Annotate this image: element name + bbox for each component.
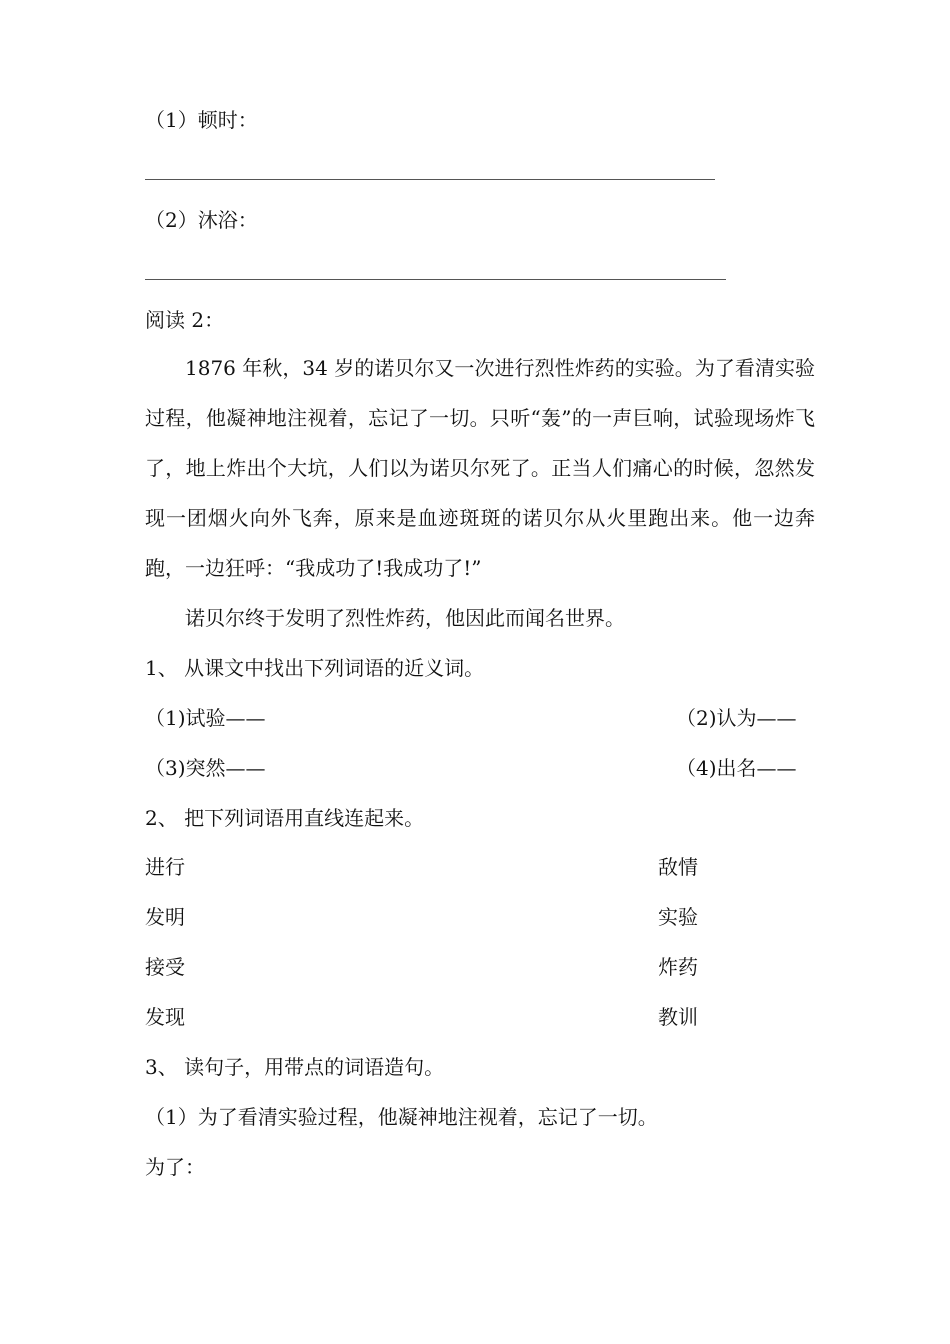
answer-line-2[interactable] xyxy=(145,279,726,280)
synonym-item-3: （3)突然—— xyxy=(145,756,266,780)
match-right-2[interactable]: 实验 xyxy=(658,905,698,929)
answer-line-1[interactable] xyxy=(145,179,715,180)
match-left-4[interactable]: 发现 xyxy=(145,1005,185,1029)
question-3-sentence: （1）为了看清实验过程，他凝神地注视着，忘记了一切。 xyxy=(145,1105,658,1129)
question-2-title: 2、 把下列词语用直线连起来。 xyxy=(145,806,425,830)
q2-label: （2）沐浴： xyxy=(145,208,258,232)
question-3-answer-label: 为了： xyxy=(145,1155,205,1179)
synonym-item-4: （4)出名—— xyxy=(676,756,797,780)
match-right-1[interactable]: 敌情 xyxy=(658,855,698,879)
q1-label: （1）顿时： xyxy=(145,108,258,132)
question-1-title: 1、 从课文中找出下列词语的近义词。 xyxy=(145,656,485,680)
match-right-4[interactable]: 教训 xyxy=(658,1005,698,1029)
match-left-3[interactable]: 接受 xyxy=(145,955,185,979)
match-left-1[interactable]: 进行 xyxy=(145,855,185,879)
reading-paragraph-2: 诺贝尔终于发明了烈性炸药，他因此而闻名世界。 xyxy=(185,606,625,630)
synonym-item-1: （1)试验—— xyxy=(145,706,266,730)
match-left-2[interactable]: 发明 xyxy=(145,905,185,929)
match-right-3[interactable]: 炸药 xyxy=(658,955,698,979)
reading-paragraph-1: 1876 年秋，34 岁的诺贝尔又一次进行烈性炸药的实验。为了看清实验过程，他凝神地注视着，忘记了一切。只听“轰”的一声巨响，试验现场炸飞了，地上炸出个大坑，人们以为诺贝尔死了。正当人们痛心的时候，忽然发现一团烟火向外飞奔，原来是血迹斑斑的诺贝尔从火里跑出来。他一边奔跑，一边狂呼：“我成功了!我成功了!” xyxy=(145,356,815,580)
synonym-item-2: （2)认为—— xyxy=(676,706,797,730)
question-3-title: 3、 读句子，用带点的词语造句。 xyxy=(145,1055,445,1079)
reading-heading: 阅读 2： xyxy=(145,308,225,332)
